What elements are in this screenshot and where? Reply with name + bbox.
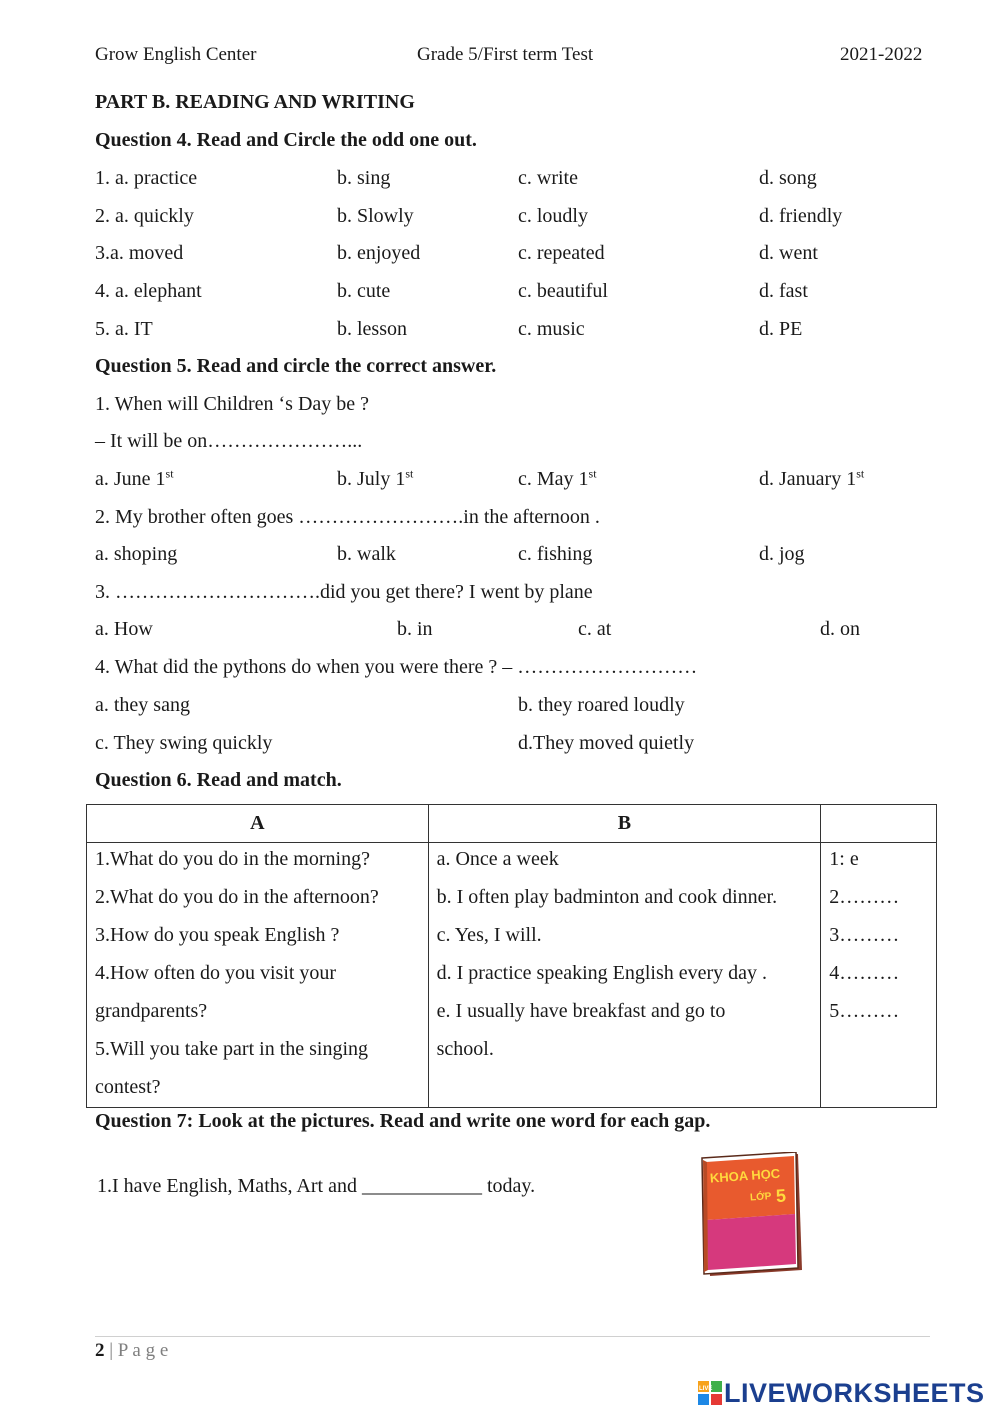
- header-school: Grow English Center: [95, 44, 257, 65]
- q5-2-question: 2. My brother often goes …………………….in the afternoon .: [95, 506, 600, 528]
- logo-icon-text: LIVE: [699, 1386, 713, 1392]
- q7-item-1[interactable]: 1.I have English, Maths, Art and ____________ today.: [97, 1175, 536, 1197]
- q5-1-question: 1. When will Children ‘s Day be ?: [95, 393, 370, 415]
- book-grade-number: 5: [775, 1185, 787, 1207]
- answer-slot-5[interactable]: 5………: [829, 1000, 900, 1022]
- col-a-line-5: grandparents?: [95, 1000, 208, 1022]
- column-answers: [821, 843, 937, 1108]
- q5-1a[interactable]: [95, 467, 174, 491]
- footer-divider: [95, 1336, 930, 1337]
- q5-3d[interactable]: d. on: [820, 618, 860, 640]
- q5-1c-sup: st: [588, 466, 597, 481]
- q4-5d[interactable]: d. PE: [759, 318, 803, 340]
- col-b-line-5: e. I usually have breakfast and go to: [436, 1000, 726, 1022]
- q5-1c-text: c. May 1: [518, 468, 589, 490]
- q4-3b[interactable]: b. enjoyed: [337, 242, 421, 264]
- q4-1b[interactable]: b. sing: [337, 167, 391, 189]
- q4-1c[interactable]: c. write: [518, 167, 578, 189]
- match-table: [86, 804, 937, 1108]
- science-book-image: [698, 1152, 804, 1276]
- q5-3b[interactable]: b. in: [397, 618, 433, 640]
- col-a-line-1: 1.What do you do in the morning?: [95, 848, 370, 870]
- column-b-answers: [428, 843, 821, 1108]
- col-a-line-3: 3.How do you speak English ?: [95, 924, 340, 946]
- column-a-questions: [87, 843, 429, 1108]
- q5-4b[interactable]: b. they roared loudly: [518, 694, 685, 716]
- q5-2c[interactable]: c. fishing: [518, 543, 593, 565]
- col-a-line-7: contest?: [95, 1076, 161, 1098]
- col-a-line-4: 4.How often do you visit your: [95, 962, 337, 984]
- q5-2b[interactable]: b. walk: [337, 543, 396, 565]
- q7-title: Question 7: Look at the pictures. Read and write one word for each gap.: [95, 1110, 711, 1132]
- match-table-header: [87, 805, 937, 843]
- q5-1d[interactable]: [759, 467, 864, 491]
- col-b-line-6: school.: [436, 1038, 494, 1060]
- q4-3d[interactable]: d. went: [759, 242, 818, 264]
- book-title: KHOA HỌC: [709, 1165, 781, 1186]
- q4-4a[interactable]: 4. a. elephant: [95, 280, 202, 302]
- header-year: 2021-2022: [840, 44, 923, 65]
- q5-1c[interactable]: [518, 467, 597, 491]
- header-test-title: Grade 5/First term Test: [417, 44, 594, 65]
- q5-3a[interactable]: a. How: [95, 618, 153, 640]
- q4-5a[interactable]: 5. a. IT: [95, 318, 153, 340]
- q5-3c[interactable]: c. at: [578, 618, 612, 640]
- page-footer: [95, 1339, 168, 1363]
- col-a-line-2: 2.What do you do in the afternoon?: [95, 886, 379, 908]
- q5-2a[interactable]: a. shoping: [95, 543, 178, 565]
- q5-1b-text: b. July 1: [337, 468, 406, 490]
- q4-1d[interactable]: d. song: [759, 167, 817, 189]
- page-number: 2: [95, 1340, 105, 1361]
- q5-1d-text: d. January 1: [759, 468, 857, 490]
- liveworksheets-logo[interactable]: LIVEWORKSHEETS: [724, 1378, 985, 1408]
- q5-4d[interactable]: d.They moved quietly: [518, 732, 695, 754]
- q5-1b-sup: st: [405, 466, 414, 481]
- answer-slot-1: 1: e: [829, 848, 859, 870]
- q4-4b[interactable]: b. cute: [337, 280, 391, 302]
- q4-2b[interactable]: b. Slowly: [337, 205, 414, 227]
- q4-4d[interactable]: d. fast: [759, 280, 808, 302]
- q5-1-answer-line: – It will be on…………………...: [95, 430, 363, 452]
- header-col-b: B: [428, 805, 821, 843]
- col-a-line-6: 5.Will you take part in the singing: [95, 1038, 369, 1060]
- q5-1a-sup: st: [165, 466, 174, 481]
- q4-3c[interactable]: c. repeated: [518, 242, 605, 264]
- q4-1a[interactable]: 1. a. practice: [95, 167, 198, 189]
- q4-4c[interactable]: c. beautiful: [518, 280, 608, 302]
- col-b-line-1: a. Once a week: [436, 848, 559, 870]
- book-grade-label: LỚP: [749, 1191, 772, 1204]
- header-col-a: A: [87, 805, 429, 843]
- q4-5c[interactable]: c. music: [518, 318, 585, 340]
- col-b-line-2: b. I often play badminton and cook dinner.: [436, 886, 778, 908]
- q4-2c[interactable]: c. loudly: [518, 205, 588, 227]
- answer-slot-4[interactable]: 4………: [829, 962, 900, 984]
- q4-5b[interactable]: b. lesson: [337, 318, 407, 340]
- q5-1a-text: a. June 1: [95, 468, 166, 490]
- q4-title: Question 4. Read and Circle the odd one out.: [95, 129, 477, 151]
- q5-4-question: 4. What did the pythons do when you were there ? – ………………………: [95, 656, 698, 678]
- q5-1b[interactable]: [337, 467, 413, 491]
- col-b-line-4: d. I practice speaking English every day .: [436, 962, 768, 984]
- page-label: | P a g e: [104, 1340, 169, 1361]
- q6-title: Question 6. Read and match.: [95, 769, 342, 791]
- q4-2d[interactable]: d. friendly: [759, 205, 843, 227]
- q5-4a[interactable]: a. they sang: [95, 694, 190, 716]
- match-table-body: [87, 843, 937, 1108]
- q4-3a[interactable]: 3.a. moved: [95, 242, 184, 264]
- q5-4c[interactable]: c. They swing quickly: [95, 732, 273, 754]
- q5-title: Question 5. Read and circle the correct answer.: [95, 355, 497, 377]
- q5-1d-sup: st: [856, 466, 865, 481]
- header-col-answers: [821, 805, 937, 843]
- q5-2d[interactable]: d. jog: [759, 543, 805, 565]
- q5-3-question: 3. ………………………….did you get there? I went by plane: [95, 581, 593, 603]
- q4-2a[interactable]: 2. a. quickly: [95, 205, 194, 227]
- col-b-line-3: c. Yes, I will.: [436, 924, 542, 946]
- answer-slot-3[interactable]: 3………: [829, 924, 900, 946]
- part-title: PART B. READING AND WRITING: [95, 91, 415, 113]
- liveworksheets-logo-icon: [698, 1381, 722, 1405]
- answer-slot-2[interactable]: 2………: [829, 886, 900, 908]
